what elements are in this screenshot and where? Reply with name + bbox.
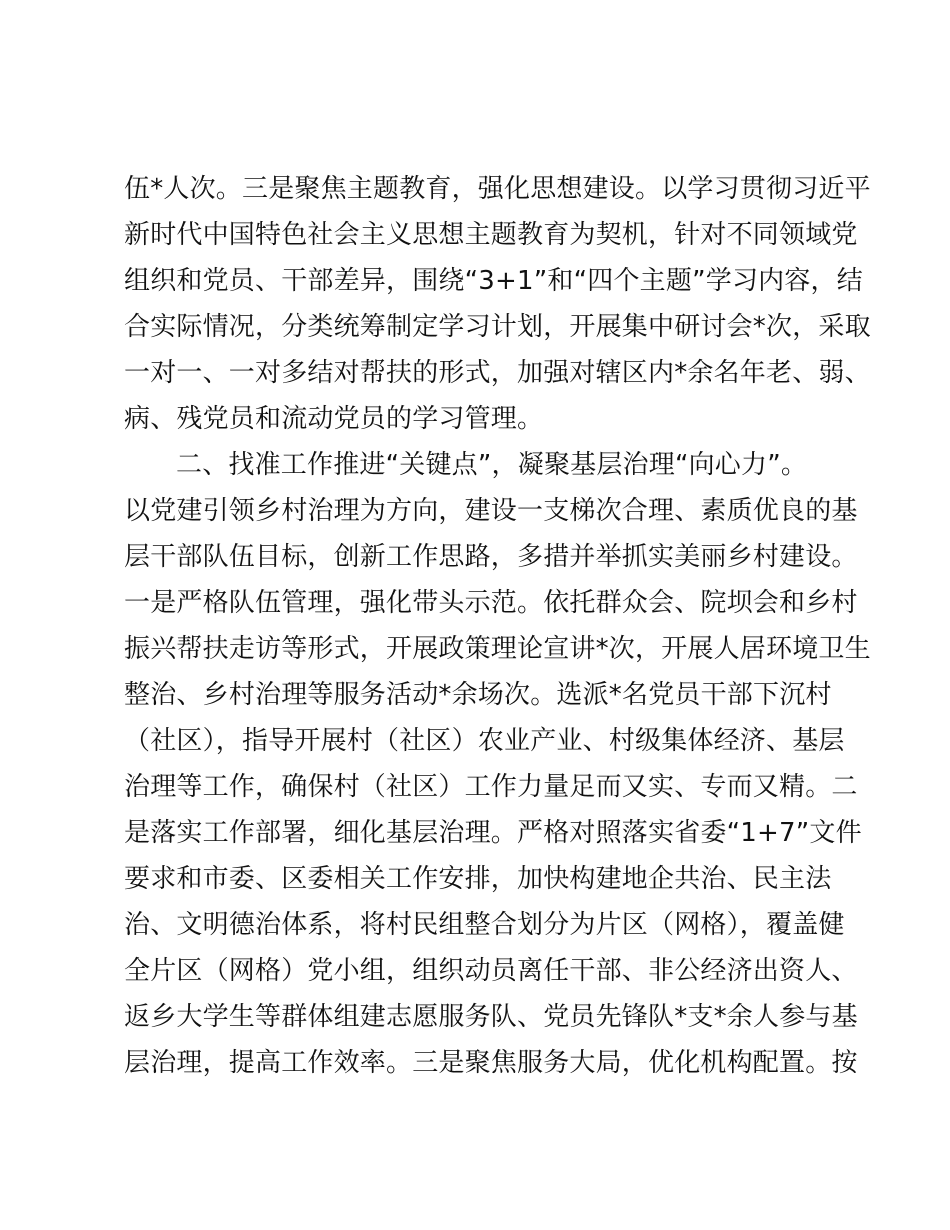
text-line: 返乡大学生等群体组建志愿服务队、党员先锋队*支*余人参与基 xyxy=(124,1002,858,1032)
text-line: 一是严格队伍管理，强化带头示范。依托群众会、院坝会和乡村 xyxy=(124,588,858,618)
text-line: 全片区（网格）党小组，组织动员离任干部、非公经济出资人、 xyxy=(124,956,858,986)
text-line: 合实际情况，分类统筹制定学习计划，开展集中研讨会*次，采取 xyxy=(124,312,871,342)
text-line: 整治、乡村治理等服务活动*余场次。选派*名党员干部下沉村 xyxy=(124,680,832,710)
text-line: 伍*人次。三是聚焦主题教育，强化思想建设。以学习贯彻习近平 xyxy=(124,174,871,204)
text-line: 层干部队伍目标，创新工作思路，多措并举抓实美丽乡村建设。 xyxy=(124,542,858,572)
text-line: 是落实工作部署，细化基层治理。严格对照落实省委“1+7”文件 xyxy=(124,818,862,848)
document-body xyxy=(124,166,871,1086)
text-line: 治理等工作，确保村（社区）工作力量足而又实、专而又精。二 xyxy=(124,772,858,802)
text-line: 层治理，提高工作效率。三是聚焦服务大局，优化机构配置。按 xyxy=(124,1048,858,1078)
text-line: （社区），指导开展村（社区）农业产业、村级集体经济、基层 xyxy=(124,726,845,756)
text-line: 振兴帮扶走访等形式，开展政策理论宣讲*次，开展人居环境卫生 xyxy=(124,634,871,664)
section-heading: 二、找准工作推进“关键点”，凝聚基层治理“向心力”。 xyxy=(176,450,808,480)
text-line: 要求和市委、区委相关工作安排，加快构建地企共治、民主法 xyxy=(124,864,832,894)
text-line: 病、残党员和流动党员的学习管理。 xyxy=(124,404,544,434)
text-line: 新时代中国特色社会主义思想主题教育为契机，针对不同领域党 xyxy=(124,220,858,250)
text-line: 一对一、一对多结对帮扶的形式，加强对辖区内*余名年老、弱、 xyxy=(124,358,871,388)
text-line: 组织和党员、干部差异，围绕“3+1”和“四个主题”学习内容，结 xyxy=(124,266,863,296)
text-line: 以党建引领乡村治理为方向，建设一支梯次合理、素质优良的基 xyxy=(124,496,858,526)
text-line: 治、文明德治体系，将村民组整合划分为片区（网格），覆盖健 xyxy=(124,910,845,940)
